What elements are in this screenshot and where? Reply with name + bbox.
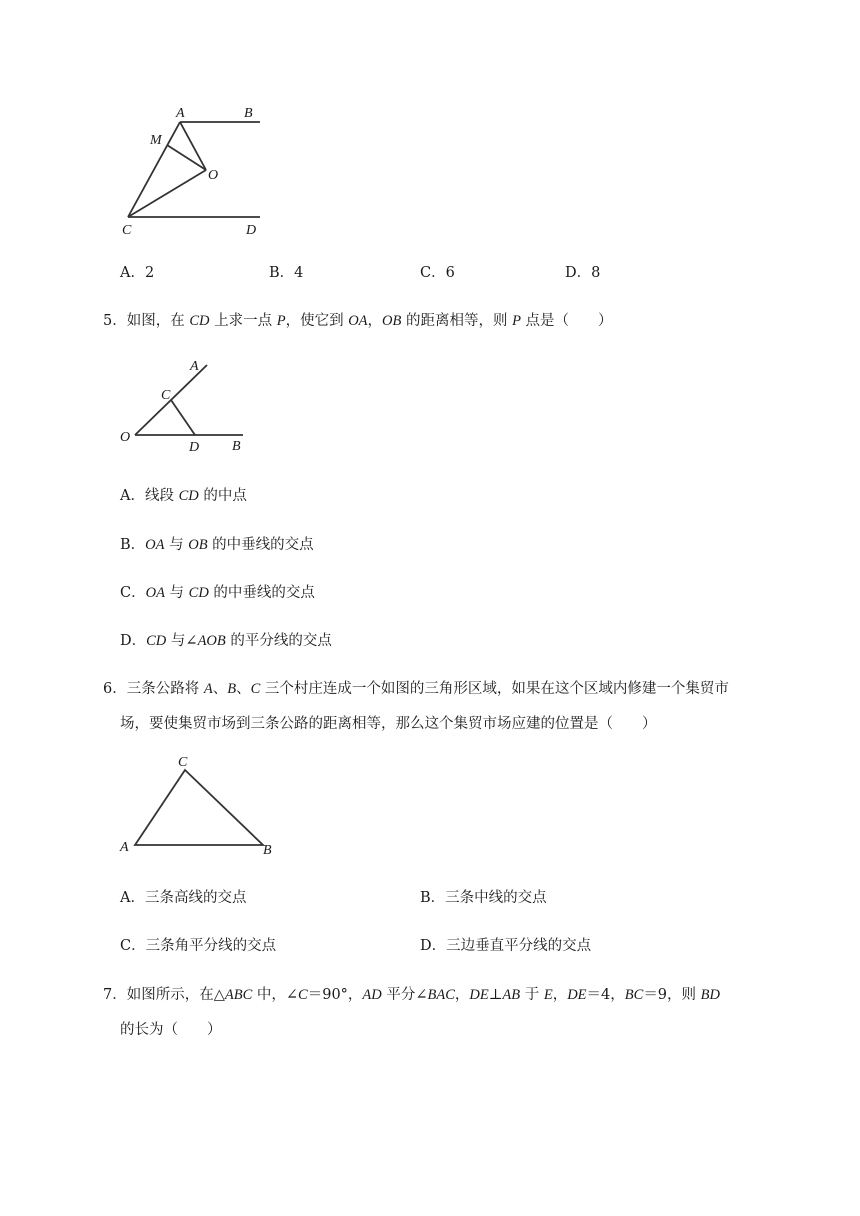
text-run: 的中垂线的交点 — [207, 537, 314, 553]
q4-option-d[interactable] — [565, 261, 600, 282]
text-run: 三个村庄连成一个如图的三角形区域，如果在这个区域内修建一个集贸市 — [260, 681, 729, 697]
text-run: 的平分线的交点 — [225, 633, 332, 649]
q4-label-o: O — [208, 168, 219, 183]
text-run: 的距离相等，则 — [401, 313, 513, 329]
math-variable: E — [543, 987, 553, 1003]
math-variable: OA — [348, 313, 368, 329]
text-run: 点是（ ） — [520, 313, 613, 329]
math-variable: B — [227, 681, 237, 697]
math-variable: AOB — [197, 633, 226, 649]
q5-label-o: O — [120, 430, 131, 445]
q5-figure — [115, 355, 260, 455]
q4-segment-co — [128, 170, 206, 217]
math-variable: ABC — [224, 987, 253, 1003]
question-stem-cont: 的长为（ ） — [120, 1022, 222, 1038]
option-letter: B． — [269, 265, 295, 281]
q6-stem-line1 — [103, 677, 729, 698]
q6-label-b: B — [263, 843, 272, 858]
math-variable: P — [512, 313, 521, 329]
text-run: ＝9，则 — [643, 987, 701, 1003]
text-run: 、 — [212, 681, 228, 697]
math-variable: CD — [188, 585, 209, 601]
math-variable: OA — [145, 537, 165, 553]
math-variable: BD — [700, 987, 720, 1003]
math-variable: AB — [502, 987, 521, 1003]
math-variable: BC — [624, 987, 644, 1003]
q5-option-d[interactable] — [120, 629, 332, 650]
question-number: 6． — [103, 681, 127, 697]
option-letter: C． — [120, 585, 146, 601]
text-run: 如图，在 — [126, 313, 190, 329]
q6-figure — [115, 750, 285, 860]
q4-option-c[interactable] — [420, 261, 455, 282]
math-variable: DE — [469, 987, 489, 1003]
text-run: ⊥ — [488, 987, 503, 1003]
text-run: 中，∠ — [252, 987, 299, 1003]
question-stem — [127, 313, 613, 329]
option-text: 三条中线的交点 — [445, 890, 547, 906]
text-run: 上求一点 — [209, 313, 277, 329]
option-letter: B． — [120, 537, 146, 553]
option-letter: C． — [120, 938, 146, 954]
math-variable: C — [250, 681, 261, 697]
option-letter: A． — [120, 488, 145, 504]
text-run: ， — [367, 313, 383, 329]
text-run: 与 — [164, 537, 189, 553]
text-run: 的中垂线的交点 — [208, 585, 315, 601]
option-text — [145, 488, 247, 504]
option-letter: A． — [120, 265, 145, 281]
text-run: 三条公路将 — [126, 681, 204, 697]
math-variable: A — [203, 681, 213, 697]
option-text: 三边垂直平分线的交点 — [446, 938, 592, 954]
option-text: 6 — [445, 265, 455, 281]
option-letter: D． — [565, 265, 592, 281]
text-run: 如图所示，在△ — [126, 987, 225, 1003]
question-stem-cont: 场，要使集贸市场到三条公路的距离相等，那么这个集贸市场应建的位置是（ ） — [120, 716, 657, 732]
math-variable: OB — [382, 313, 402, 329]
q5-option-a[interactable] — [120, 484, 247, 505]
option-letter: B． — [420, 890, 446, 906]
q6-option-c[interactable] — [120, 934, 276, 955]
option-text: 三条高线的交点 — [144, 890, 247, 906]
option-text: 2 — [144, 265, 155, 281]
text-run: 线段 — [144, 488, 179, 504]
text-run: 平分∠ — [381, 987, 428, 1003]
q6-option-b[interactable] — [420, 886, 547, 907]
q5-label-a: A — [190, 359, 199, 374]
q5-label-d: D — [189, 440, 200, 455]
math-variable: CD — [146, 633, 167, 649]
q4-label-d: D — [246, 223, 257, 238]
option-letter: C． — [420, 265, 446, 281]
text-run: ， — [552, 987, 568, 1003]
q5-option-b[interactable] — [120, 533, 314, 554]
math-variable: BAC — [427, 987, 455, 1003]
math-variable: OA — [145, 585, 165, 601]
math-variable: DE — [567, 987, 587, 1003]
text-run: 与∠ — [166, 633, 198, 649]
math-variable: CD — [178, 488, 199, 504]
option-text: 8 — [591, 265, 601, 281]
q4-label-c: C — [122, 223, 132, 238]
q4-label-a: A — [176, 106, 185, 121]
q5-segment-cd — [171, 400, 195, 435]
text-run: ＝4， — [586, 987, 625, 1003]
option-text: 三条角平分线的交点 — [145, 938, 277, 954]
q6-label-c: C — [178, 755, 188, 770]
q6-option-a[interactable] — [120, 886, 246, 907]
option-text: 4 — [294, 265, 304, 281]
text-run: 的中点 — [198, 488, 247, 504]
question-stem — [127, 681, 729, 697]
text-run: 于 — [520, 987, 544, 1003]
option-letter: D． — [120, 633, 147, 649]
q4-segment-ao — [180, 122, 206, 170]
text-run: 与 — [164, 585, 189, 601]
option-letter: D． — [420, 938, 447, 954]
option-text — [146, 633, 332, 649]
math-variable: OB — [188, 537, 208, 553]
question-number: 7． — [103, 987, 127, 1003]
q5-label-b: B — [232, 439, 241, 454]
q6-label-a: A — [120, 840, 129, 855]
q5-stem — [103, 309, 613, 330]
option-letter: A． — [120, 890, 145, 906]
q6-option-d[interactable] — [420, 934, 591, 955]
math-variable: AD — [362, 987, 382, 1003]
q5-label-c: C — [161, 388, 171, 403]
q4-figure — [110, 100, 280, 240]
question-number: 5． — [103, 313, 127, 329]
math-variable: P — [276, 313, 286, 329]
q5-option-c[interactable] — [120, 581, 315, 602]
option-text — [146, 585, 315, 601]
text-run: ＝90°， — [307, 987, 363, 1003]
q4-label-b: B — [244, 106, 253, 121]
q6-triangle-abc — [135, 770, 263, 845]
option-text — [145, 537, 314, 553]
q7-stem-line1 — [103, 983, 720, 1004]
q4-label-m: M — [150, 133, 162, 148]
q6-stem-line2 — [120, 712, 657, 733]
text-run: ，使它到 — [285, 313, 349, 329]
text-run: ， — [454, 987, 470, 1003]
math-variable: CD — [189, 313, 210, 329]
math-variable: C — [298, 987, 308, 1003]
question-stem — [127, 987, 720, 1003]
q7-stem-line2 — [120, 1018, 222, 1039]
text-run: 、 — [236, 681, 251, 697]
q4-option-a[interactable] — [120, 261, 154, 282]
q4-options — [120, 261, 820, 281]
q4-option-b[interactable] — [269, 261, 303, 282]
